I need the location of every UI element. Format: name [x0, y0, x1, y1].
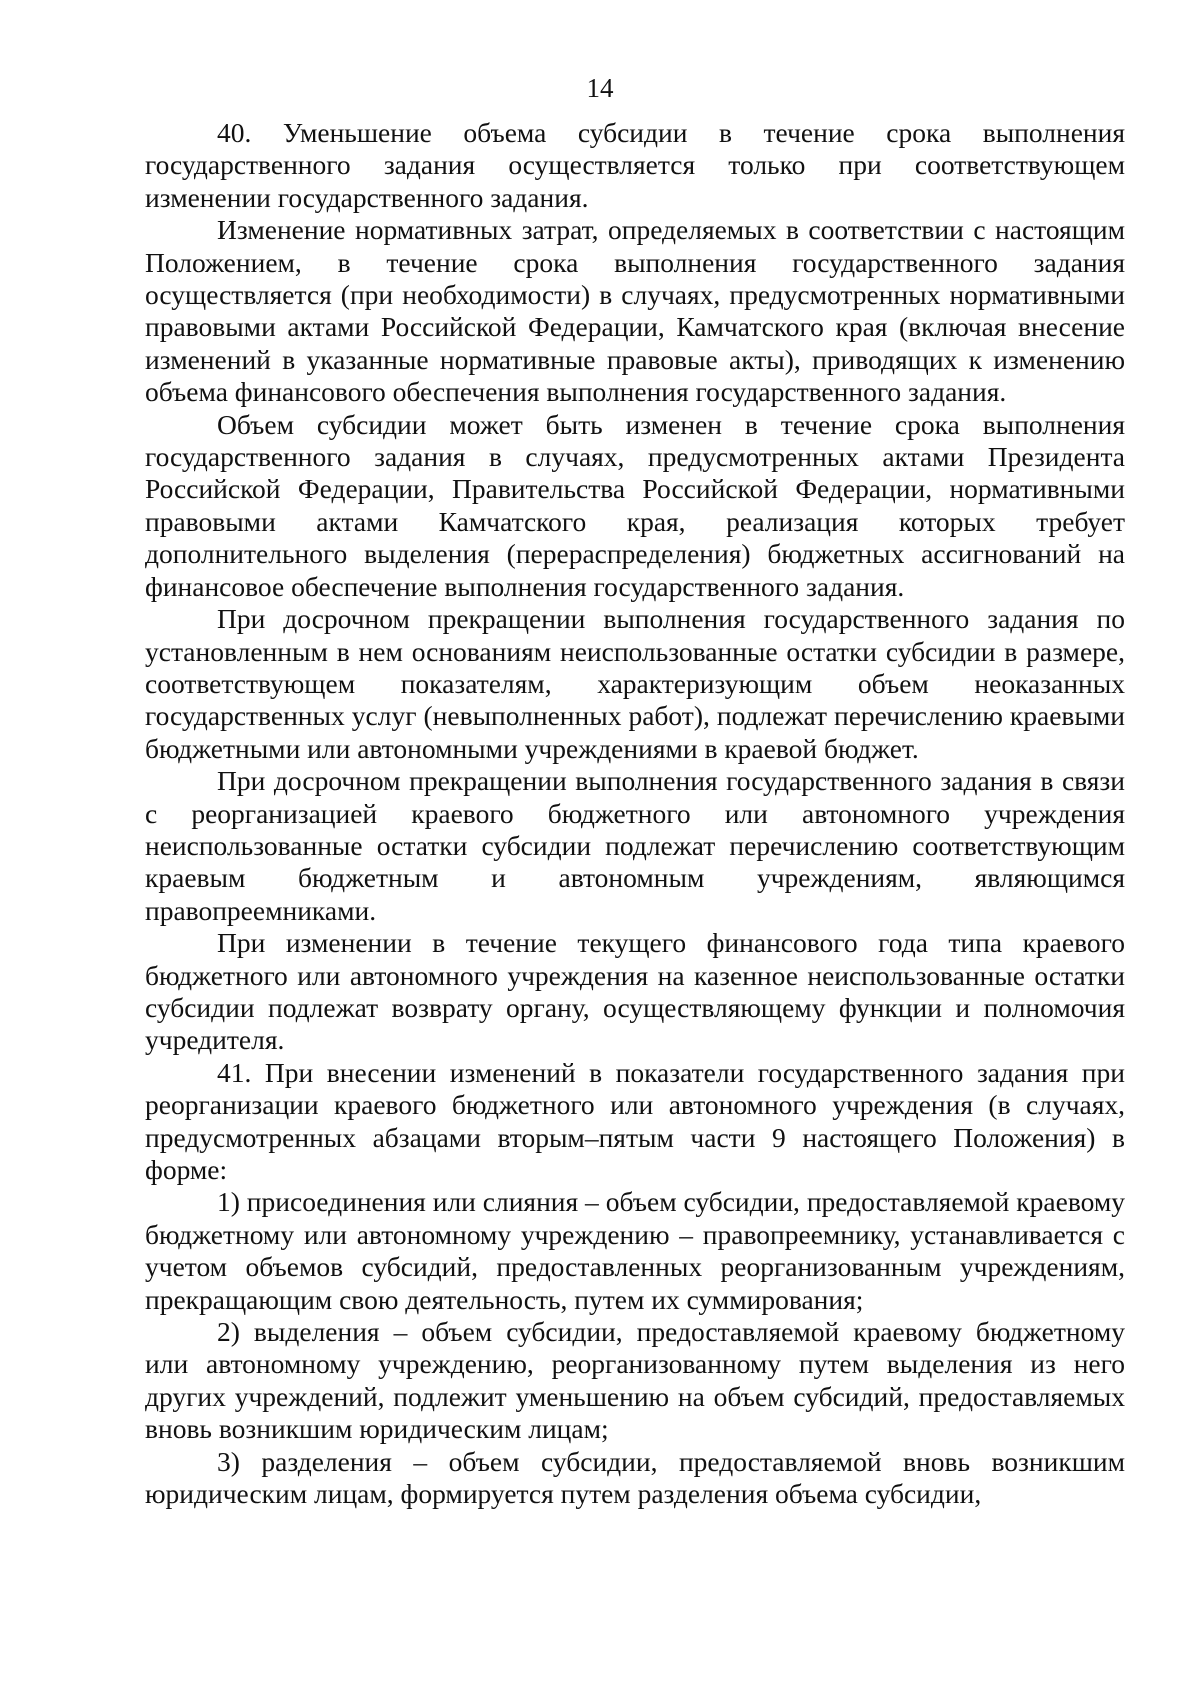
paragraph-40: 40. Уменьшение объема субсидии в течение срока выполнения государственного задания осуществляется только при соответствующем изменении государственного задания.: [145, 117, 1125, 213]
list-item-2: 2) выделения – объем субсидии, предоставляемой краевому бюджетному или автономному учреждению, реорганизованному путем выделения из него других учреждений, подлежит уменьшению на объем субсидий, предоставляемых вновь возникшим юридическим лицам;: [145, 1316, 1125, 1445]
paragraph-subsidy-change: Объем субсидии может быть изменен в течение срока выполнения государственного задания в случаях, предусмотренных актами Президента Российской Федерации, Правительства Российской Федерации, нормативными правовыми актами Камчатского края, реализация которых требует дополнительного выделения (перераспределения) бюджетных ассигнований на финансовое обеспечение выполнения государственного задания.: [145, 408, 1125, 602]
paragraph-early-termination: При досрочном прекращении выполнения государственного задания по установленным в нем основаниям неиспользованные остатки субсидии в размере, соответствующем показателям, характеризующим объем неоказанных государственных услуг (невыполненных работ), подлежат перечислению краевыми бюджетными или автономными учреждениями в краевой бюджет.: [145, 603, 1125, 764]
paragraph-41: 41. При внесении изменений в показатели государственного задания при реорганизации краевого бюджетного или автономного учреждения (в случаях, предусмотренных абзацами вторым–пятым части 9 настоящего Положения) в форме:: [145, 1056, 1125, 1185]
paragraph-normative-costs: Изменение нормативных затрат, определяемых в соответствии с настоящим Положением, в течение срока выполнения государственного задания осуществляется (при необходимости) в случаях, предусмотренных нормативными правовыми актами Российской Федерации, Камчатского края (включая внесение изменений в указанные нормативные правовые акты), приводящих к изменению объема финансового обеспечения выполнения государственного задания.: [145, 214, 1125, 408]
paragraph-type-change: При изменении в течение текущего финансового года типа краевого бюджетного или автономного учреждения на казенное неиспользованные остатки субсидии подлежат возврату органу, осуществляющему функции и полномочия учредителя.: [145, 927, 1125, 1056]
list-item-3: 3) разделения – объем субсидии, предоставляемой вновь возникшим юридическим лицам, формируется путем разделения объема субсидии,: [145, 1445, 1125, 1510]
list-item-1: 1) присоединения или слияния – объем субсидии, предоставляемой краевому бюджетному или автономному учреждению – правопреемнику, устанавливается с учетом объемов субсидий, предоставленных реорганизованным учреждениям, прекращающим свою деятельность, путем их суммирования;: [145, 1186, 1125, 1315]
document-body: [145, 117, 1125, 1510]
paragraph-reorganization: При досрочном прекращении выполнения государственного задания в связи с реорганизацией краевого бюджетного или автономного учреждения неиспользованные остатки субсидии подлежат перечислению соответствующим краевым бюджетным и автономным учреждениям, являющимся правопреемниками.: [145, 765, 1125, 926]
page-number: 14: [586, 73, 614, 103]
